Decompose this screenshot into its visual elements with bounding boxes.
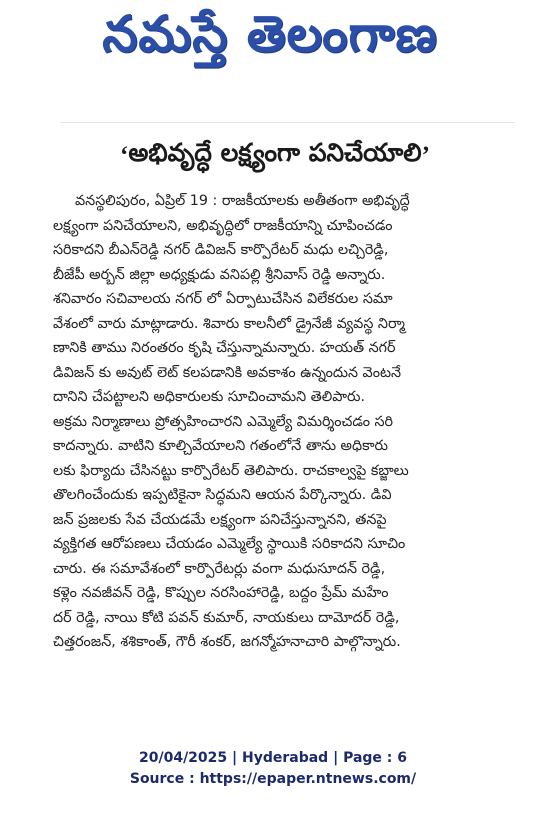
article-line: శనివారం సచివాలయ నగర్ లో ఏర్పాటుచేసిన విలేకరుల సమా: [53, 291, 393, 307]
article-line: కళ్లెం నవజీవన్ రెడ్డి, కొప్పుల నరసింహారెడ్డి, బద్దం ప్రేమ్ మహేం: [53, 585, 389, 601]
newspaper-masthead: [30, 6, 510, 74]
dateline: 20/04/2025 | Hyderabad | Page : 6: [138, 750, 408, 766]
article-line: దానిని చేపట్టాలని అధికారులకు సూచించామని తెలిపారు.: [53, 389, 365, 405]
open-quote: ‘: [120, 142, 129, 169]
article-line: లకు ఫిర్యాదు చేసినట్టు కార్పొరేటర్ తెలిపారు. రాచకాల్వపై కబ్జాలు: [53, 462, 409, 479]
article-line: బీజేపీ అర్బన్ జిల్లా అధ్యక్షుడు వనిపల్లి శ్రీనివాస్ రెడ్డి అన్నారు.: [53, 266, 386, 283]
article-line: దర్ రెడ్డి, నాయి కోటి పవన్ కుమార్, నాయకులు దామోదర్ రెడ్డి,: [53, 609, 400, 626]
article-line: చారు. ఈ సమావేశంలో కార్పొరేటర్లు వంగా మధుసూదన్ రెడ్డి,: [53, 560, 386, 577]
article-line: ణానికి తాము నిరంతరం కృషి చేస్తున్నామన్నారు. హయత్ నగర్: [53, 340, 396, 356]
article-headline: [70, 136, 480, 176]
article-line: లక్ష్యంగా పనిచేయాలని, అభివృద్ధిలో రాజకీయాన్ని చూపించడం: [53, 217, 393, 234]
article-line: వ్యక్తిగత ఆరోపణలు చేయడం ఎమ్మెల్యే స్థాయికి సరికాదని సూచిం: [53, 536, 406, 552]
source-link[interactable]: Source : https://epaper.ntnews.com/: [129, 771, 417, 787]
article-line: చిత్తరంజన్, శశికాంత్, గౌరీ శంకర్, జగన్మోహనాచారి పాల్గొన్నారు.: [53, 634, 401, 650]
clipping-footer: [0, 748, 546, 790]
close-quote: ’: [421, 142, 430, 169]
headline-text: అభివృద్ధే లక్ష్యంగా పనిచేయాలి: [128, 138, 422, 167]
article-line: డివిజన్ కు అవుట్ లెట్ కలపడానికి అవకాశం ఉన్నందున వెంటనే: [53, 364, 402, 381]
article-line: వేశంలో వారు మాట్లాడారు. శివారు కాలనీలో డ్రైనేజీ వ్యవస్థ నిర్మా: [53, 315, 405, 332]
article-body: [53, 189, 515, 655]
header-divider: [60, 122, 515, 123]
article-line: కాదన్నారు. వాటిని కూల్చివేయాలని గతంలోనే తాను అధికారు: [53, 438, 388, 454]
article-line: సరికాదని బీఎన్‌రెడ్డి నగర్ డివిజన్ కార్పొరేటర్ మధు లచ్చిరెడ్డి,: [53, 242, 389, 258]
article-line: అక్రమ నిర్మాణాలు ప్రోత్సహించారని ఎమ్మెల్యే విమర్శించడం సరి: [53, 413, 394, 430]
masthead-title: నమస్తే తెలంగాణ: [102, 4, 438, 63]
article-line: వనస్థలిపురం, ఏప్రిల్ 19 : రాజకీయాలకు అతీతంగా అభివృద్ధే: [75, 193, 410, 209]
article-line: జన్ ప్రజలకు సేవ చేయడమే లక్ష్యంగా పనిచేస్తున్నానని, తనపై: [53, 511, 387, 528]
article-line: తొలగించేందుకు ఇప్పటికైనా సిద్ధమని ఆయన పేర్కొన్నారు. డివి: [53, 487, 392, 503]
